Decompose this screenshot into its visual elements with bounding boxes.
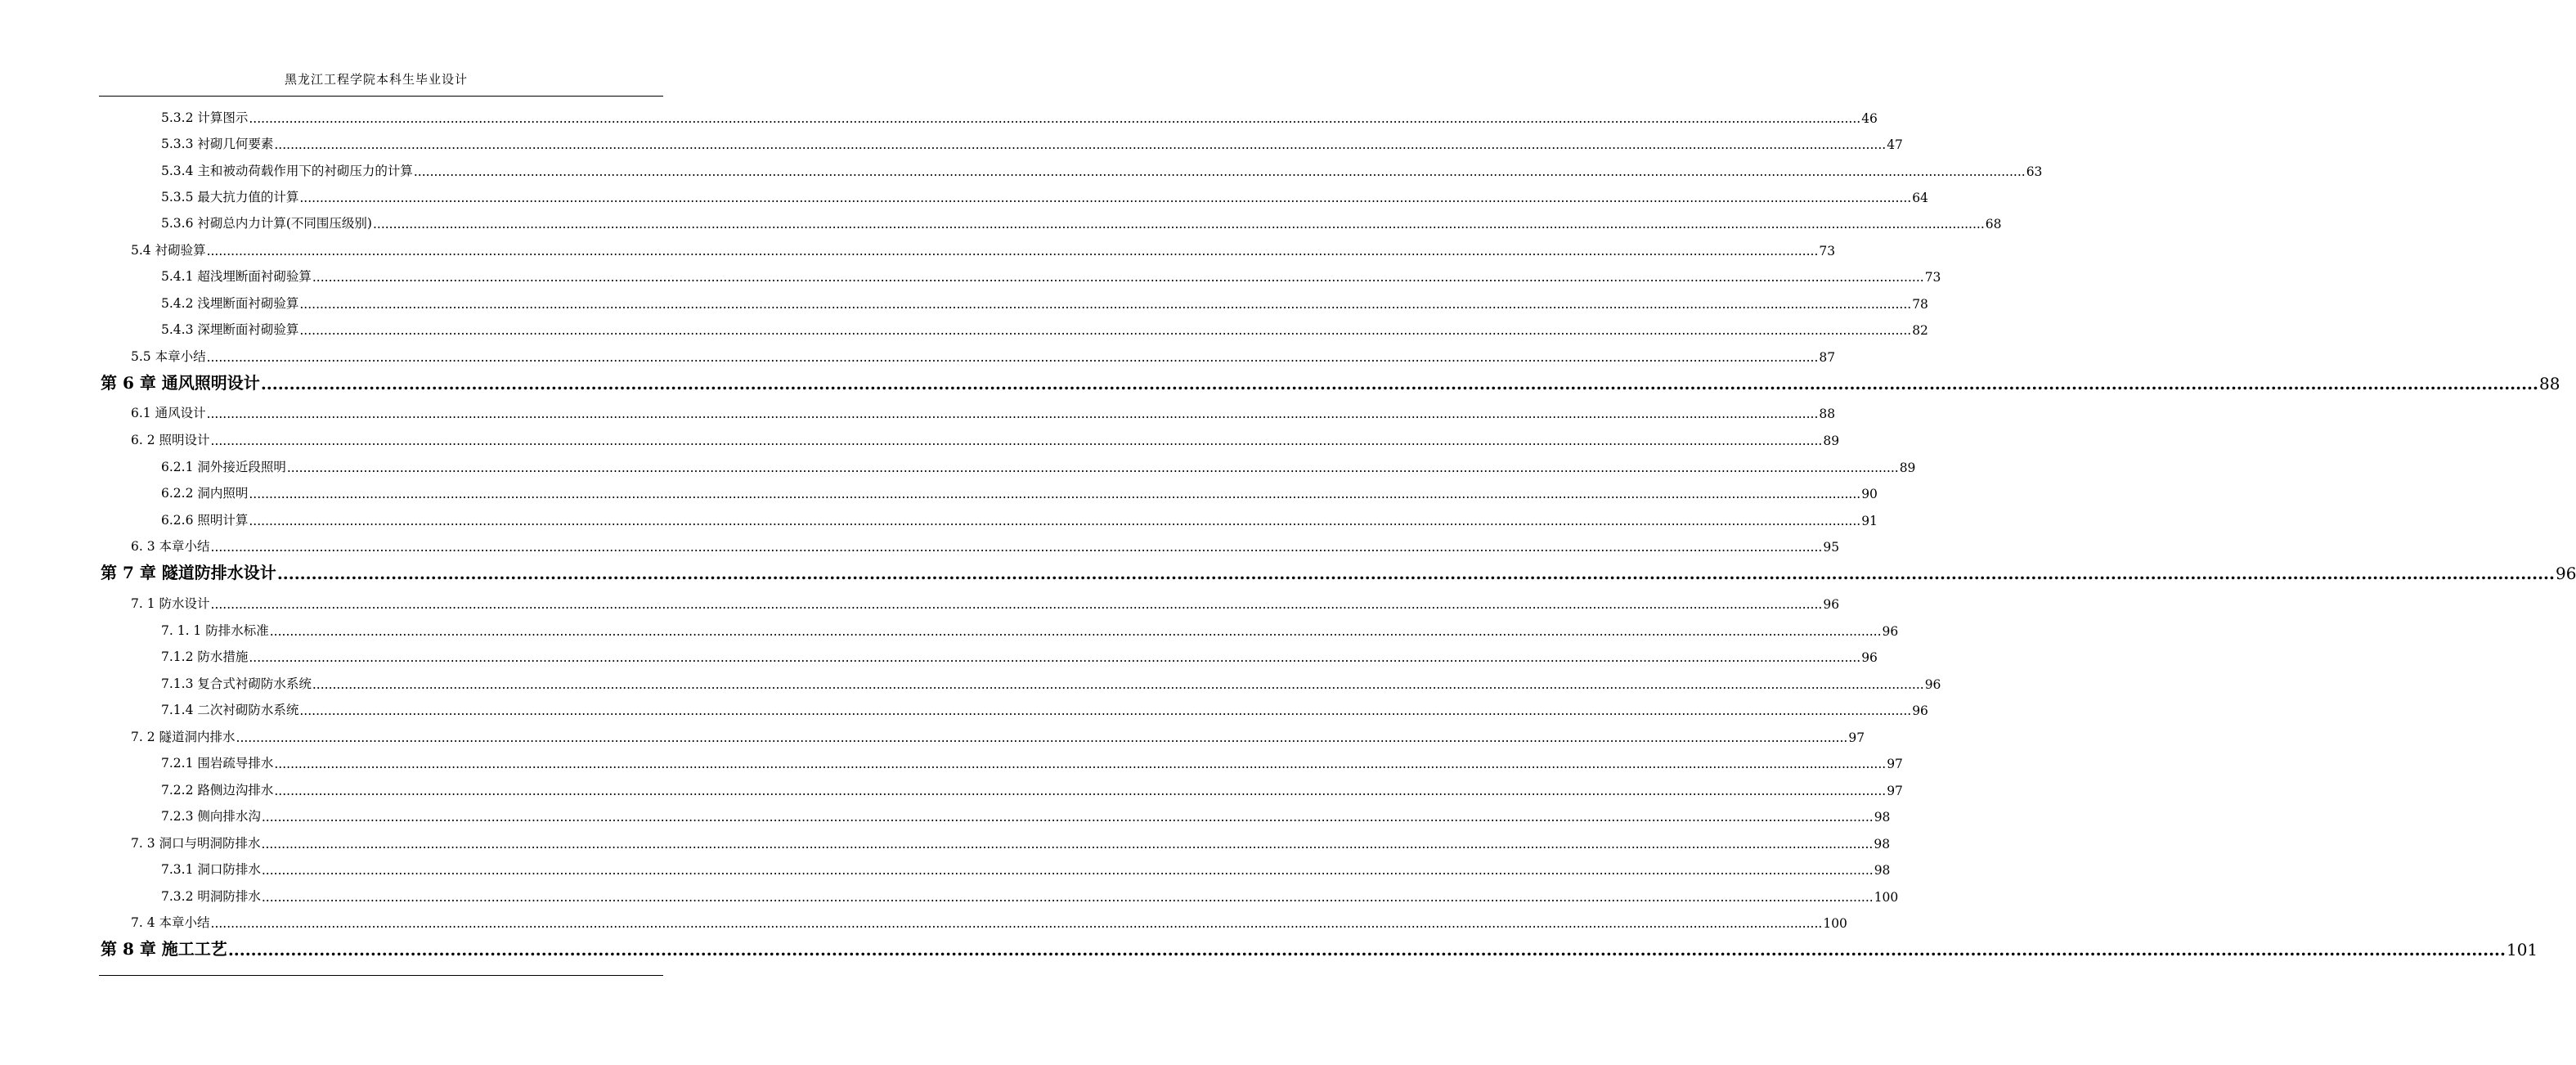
toc-entry-title: 5.4 衬砌验算 <box>131 243 206 258</box>
toc-leader-dots: ................................................................................................................................................................................................................................................................................................................................................................................................................ <box>274 784 1887 798</box>
toc-leader-dots: ................................................................................................................................................................................................................................................................................................................................................................................................................ <box>312 677 1924 692</box>
toc-entry[interactable] <box>131 533 1840 555</box>
toc-page-number: 96 <box>1924 677 1941 692</box>
footer-rule <box>99 975 663 976</box>
toc-chapter-entry[interactable] <box>101 367 2560 393</box>
toc-entry-title: 7.3.1 洞口防排水 <box>161 862 261 877</box>
toc-entry-title: 6.2.6 照明计算 <box>161 513 249 528</box>
toc-page-number: 100 <box>1874 890 1899 905</box>
toc-leader-dots: ................................................................................................................................................................................................................................................................................................................................................................................................................ <box>210 916 1823 931</box>
toc-leader-dots: ................................................................................................................................................................................................................................................................................................................................................................................................................ <box>299 323 1912 338</box>
toc-entry[interactable] <box>161 856 1891 878</box>
toc-page-number: 68 <box>1985 217 2002 231</box>
toc-entry[interactable] <box>131 237 1836 258</box>
toc-page-number: 89 <box>1823 434 1840 448</box>
toc-page-number: 97 <box>1887 757 1903 771</box>
toc-leader-dots: ................................................................................................................................................................................................................................................................................................................................................................................................................ <box>261 890 1874 905</box>
toc-entry-title: 6. 2 照明设计 <box>131 433 210 447</box>
toc-entry[interactable] <box>161 263 1941 285</box>
toc-entry[interactable] <box>161 454 1916 475</box>
toc-leader-dots: ................................................................................................................................................................................................................................................................................................................................................................................................................ <box>210 434 1823 448</box>
toc-entry[interactable] <box>161 883 1899 905</box>
toc-page-number: 64 <box>1912 191 1928 205</box>
toc-entry[interactable] <box>161 317 1928 338</box>
toc-entry-title: 7.1.2 防水措施 <box>161 649 249 664</box>
toc-entry[interactable] <box>161 210 2002 231</box>
toc-leader-dots: ................................................................................................................................................................................................................................................................................................................................................................................................................ <box>312 270 1924 285</box>
toc-entry-title: 5.3.6 衬砌总内力计算(不同围压级别) <box>161 216 372 231</box>
toc-entry-title: 7. 3 洞口与明洞防排水 <box>131 836 261 851</box>
toc-leader-dots: ................................................................................................................................................................................................................................................................................................................................................................................................................ <box>210 540 1823 555</box>
toc-page-number: 73 <box>1924 270 1941 285</box>
toc-entry-title: 第 7 章 隧道防排水设计 <box>101 563 276 582</box>
toc-entry[interactable] <box>161 803 1891 825</box>
toc-leader-dots: ................................................................................................................................................................................................................................................................................................................................................................................................................ <box>274 137 1887 152</box>
toc-entry-title: 7. 1 防水设计 <box>131 596 210 611</box>
toc-entry-title: 5.3.5 最大抗力值的计算 <box>161 190 299 204</box>
toc-leader-dots: ................................................................................................................................................................................................................................................................................................................................................................................................................ <box>299 703 1912 718</box>
toc-leader-dots: ................................................................................................................................................................................................................................................................................................................................................................................................................ <box>206 350 1819 365</box>
toc-page-number: 63 <box>2026 164 2043 179</box>
toc-page-number: 96 <box>2555 564 2576 583</box>
toc-entry-title: 5.3.3 衬砌几何要素 <box>161 137 274 151</box>
toc-entry[interactable] <box>131 591 1840 612</box>
toc-leader-dots: ................................................................................................................................................................................................................................................................................................................................................................................................................ <box>372 217 1985 231</box>
toc-page-number: 100 <box>1823 916 1847 931</box>
toc-entry-title: 6. 3 本章小结 <box>131 539 210 554</box>
toc-leader-dots: ................................................................................................................................................................................................................................................................................................................................................................................................................ <box>210 597 1823 612</box>
toc-entry-title: 6.1 通风设计 <box>131 406 206 420</box>
toc-entry[interactable] <box>131 427 1840 448</box>
toc-page-number: 96 <box>1823 597 1840 612</box>
toc-entry[interactable] <box>131 344 1836 365</box>
toc-page-number: 89 <box>1899 461 1916 475</box>
toc-leader-dots: ................................................................................................................................................................................................................................................................................................................................................................................................................ <box>249 111 1861 126</box>
toc-entry[interactable] <box>161 777 1903 798</box>
toc-page-number: 96 <box>1882 624 1899 639</box>
toc-entry-title: 7.2.2 路侧边沟排水 <box>161 783 274 798</box>
toc-page-number: 98 <box>1874 863 1891 878</box>
toc-leader-dots: ................................................................................................................................................................................................................................................................................................................................................................................................................ <box>236 730 1848 745</box>
toc-entry[interactable] <box>161 697 1928 718</box>
page-header: 黑龙江工程学院本科生毕业设计 <box>284 72 468 87</box>
toc-page-number: 96 <box>1912 703 1928 718</box>
toc-page-number: 95 <box>1823 540 1840 555</box>
toc-page-number: 97 <box>1848 730 1865 745</box>
toc-entry[interactable] <box>161 618 1899 639</box>
toc-entry[interactable] <box>131 910 1847 931</box>
toc-leader-dots: ................................................................................................................................................................................................................................................................................................................................................................................................................ <box>249 487 1861 501</box>
toc-leader-dots: ................................................................................................................................................................................................................................................................................................................................................................................................................ <box>269 624 1882 639</box>
toc-page-number: 101 <box>2506 940 2538 959</box>
toc-page-number: 96 <box>1861 650 1878 665</box>
toc-entry-title: 第 8 章 施工工艺 <box>101 939 227 959</box>
toc-entry-title: 7.2.1 围岩疏导排水 <box>161 756 274 771</box>
toc-entry-title: 5.4.1 超浅埋断面衬砌验算 <box>161 269 312 284</box>
toc-page-number: 88 <box>1819 407 1836 421</box>
toc-page-number: 91 <box>1861 514 1878 528</box>
toc-leader-dots: ................................................................................................................................................................................................................................................................................................................................................................................................................ <box>206 244 1819 258</box>
toc-entry[interactable] <box>131 400 1836 421</box>
toc-leader-dots: ................................................................................................................................................................................................................................................................................................................................................................................................................ <box>260 374 2538 393</box>
toc-entry-title: 6.2.2 洞内照明 <box>161 486 249 501</box>
toc-leader-dots: ................................................................................................................................................................................................................................................................................................................................................................................................................ <box>227 940 2506 959</box>
toc-entry[interactable] <box>161 290 1928 312</box>
toc-page-number: 47 <box>1887 137 1903 152</box>
toc-leader-dots: ................................................................................................................................................................................................................................................................................................................................................................................................................ <box>261 863 1874 878</box>
toc-page-number: 73 <box>1819 244 1836 258</box>
toc-entry[interactable] <box>161 131 1903 152</box>
toc-page-number: 98 <box>1874 837 1891 852</box>
toc-entry-title: 7.3.2 明洞防排水 <box>161 889 261 904</box>
toc-entry-title: 7.2.3 侧向排水沟 <box>161 809 261 824</box>
toc-page-number: 88 <box>2538 374 2560 393</box>
toc-leader-dots: ................................................................................................................................................................................................................................................................................................................................................................................................................ <box>286 461 1899 475</box>
toc-entry-title: 7.1.3 复合式衬砌防水系统 <box>161 676 312 691</box>
toc-entry-title: 5.4.3 深埋断面衬砌验算 <box>161 322 299 337</box>
toc-chapter-entry[interactable] <box>101 933 2538 959</box>
toc-page-number: 78 <box>1912 297 1928 312</box>
toc-page-number: 82 <box>1912 323 1928 338</box>
toc-entry[interactable] <box>161 480 1878 501</box>
toc-page-number: 87 <box>1819 350 1836 365</box>
toc-page-number: 97 <box>1887 784 1903 798</box>
toc-leader-dots: ................................................................................................................................................................................................................................................................................................................................................................................................................ <box>261 837 1874 852</box>
toc-entry-title: 5.5 本章小结 <box>131 349 206 364</box>
toc-entry-title: 7. 4 本章小结 <box>131 915 210 930</box>
toc-page-number: 98 <box>1874 810 1891 825</box>
toc-entry-title: 7. 2 隧道洞内排水 <box>131 730 236 744</box>
toc-entry[interactable] <box>161 158 2043 179</box>
toc-leader-dots: ................................................................................................................................................................................................................................................................................................................................................................................................................ <box>206 407 1819 421</box>
toc-entry[interactable] <box>131 830 1891 852</box>
toc-entry-title: 5.3.4 主和被动荷载作用下的衬砌压力的计算 <box>161 164 413 178</box>
toc-entry[interactable] <box>161 507 1878 528</box>
toc-entry[interactable] <box>161 644 1878 665</box>
toc-entry[interactable] <box>161 184 1928 205</box>
toc-entry-title: 5.4.2 浅埋断面衬砌验算 <box>161 296 299 311</box>
toc-entry[interactable] <box>131 724 1865 745</box>
toc-entry[interactable] <box>161 671 1941 692</box>
toc-entry-title: 6.2.1 洞外接近段照明 <box>161 460 286 474</box>
toc-leader-dots: ................................................................................................................................................................................................................................................................................................................................................................................................................ <box>276 564 2555 583</box>
toc-entry-title: 7.1.4 二次衬砌防水系统 <box>161 703 299 717</box>
toc-chapter-entry[interactable] <box>101 557 2576 583</box>
toc-leader-dots: ................................................................................................................................................................................................................................................................................................................................................................................................................ <box>299 297 1912 312</box>
toc-entry-title: 第 6 章 通风照明设计 <box>101 373 260 393</box>
toc-entry-title: 7. 1. 1 防排水标准 <box>161 623 269 638</box>
toc-page-number: 46 <box>1861 111 1878 126</box>
toc-entry[interactable] <box>161 105 1878 126</box>
toc-entry-title: 5.3.2 计算图示 <box>161 110 249 125</box>
toc-leader-dots: ................................................................................................................................................................................................................................................................................................................................................................................................................ <box>261 810 1874 825</box>
toc-page-number: 90 <box>1861 487 1878 501</box>
toc-leader-dots: ................................................................................................................................................................................................................................................................................................................................................................................................................ <box>249 650 1861 665</box>
toc-entry[interactable] <box>161 750 1903 771</box>
toc-leader-dots: ................................................................................................................................................................................................................................................................................................................................................................................................................ <box>299 191 1912 205</box>
toc-leader-dots: ................................................................................................................................................................................................................................................................................................................................................................................................................ <box>413 164 2026 179</box>
toc-leader-dots: ................................................................................................................................................................................................................................................................................................................................................................................................................ <box>274 757 1887 771</box>
toc-leader-dots: ................................................................................................................................................................................................................................................................................................................................................................................................................ <box>249 514 1861 528</box>
